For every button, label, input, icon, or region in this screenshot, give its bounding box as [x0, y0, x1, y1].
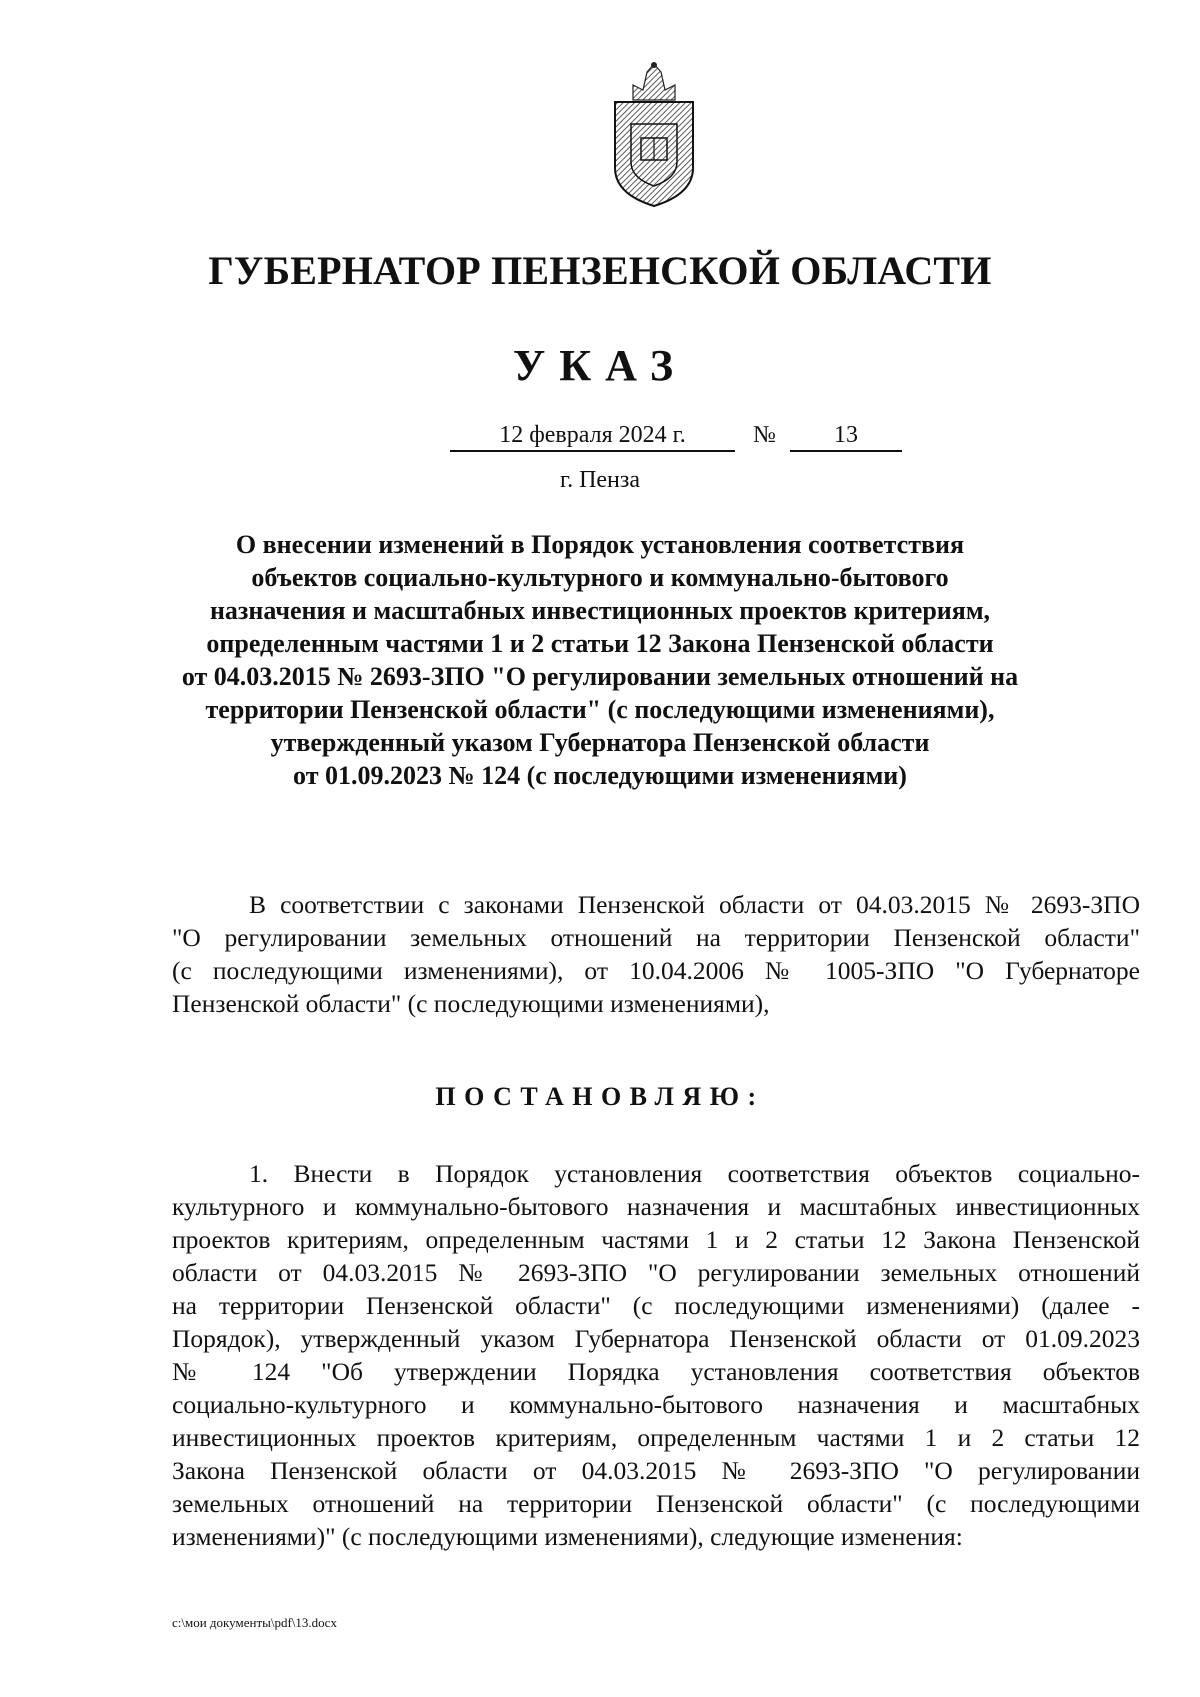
coat-of-arms-emblem: [603, 60, 705, 210]
date-number-line: [450, 420, 902, 454]
item-1-line: инвестиционных проектов критериям, определенным частями 1 и 2 статьи 12: [172, 1423, 1140, 1452]
title-line: объектов социально-культурного и коммунально-бытового: [251, 563, 949, 592]
preamble-line: (с последующими изменениями), от 10.04.2006 № 1005-ЗПО "О Губернаторе: [172, 956, 1140, 985]
item-1-line: 1. Внести в Порядок установления соответствия объектов социально-: [249, 1159, 1140, 1188]
item-1-line: на территории Пензенской области" (с последующими изменениями) (далее -: [172, 1291, 1140, 1320]
footer-file-path: c:\мои документы\pdf\13.docx: [172, 1615, 337, 1630]
item-1-line: социально-культурного и коммунально-бытового назначения и масштабных: [172, 1390, 1140, 1419]
issuing-authority: ГУБЕРНАТОР ПЕНЗЕНСКОЙ ОБЛАСТИ: [208, 248, 992, 293]
city: г. Пенза: [559, 467, 641, 493]
item-1-line: Порядок), утвержденный указом Губернатора Пензенской области от 01.09.2023: [172, 1324, 1140, 1353]
item-1-line: Закона Пензенской области от 04.03.2015 № 2693-ЗПО "О регулировании: [172, 1456, 1140, 1485]
title-line: О внесении изменений в Порядок установления соответствия: [235, 530, 965, 559]
title-line: от 01.09.2023 № 124 (с последующими изменениями): [293, 761, 907, 790]
number-sign: №: [753, 422, 776, 448]
item-1-line: культурного и коммунально-бытового назначения и масштабных инвестиционных: [172, 1192, 1140, 1221]
preamble-line: "О регулировании земельных отношений на территории Пензенской области": [172, 923, 1140, 952]
document-title: [175, 528, 1025, 792]
document-number: 13: [790, 420, 902, 452]
item-1-line: земельных отношений на территории Пензенской области" (с последующими: [172, 1489, 1140, 1518]
item-1-paragraph: [172, 1157, 1140, 1553]
item-1-line: области от 04.03.2015 № 2693-ЗПО "О регулировании земельных отношений: [172, 1258, 1140, 1287]
document-date: 12 февраля 2024 г.: [450, 420, 735, 452]
decree-word: ПОСТАНОВЛЯЮ:: [435, 1082, 765, 1111]
preamble-paragraph: [172, 888, 1140, 1020]
document-type: УКАЗ: [512, 341, 688, 390]
title-line: назначения и масштабных инвестиционных проектов критериям,: [209, 596, 991, 625]
item-1-line: № 124 "Об утверждении Порядка установления соответствия объектов: [172, 1357, 1140, 1386]
title-line: утвержденный указом Губернатора Пензенской области: [270, 728, 930, 757]
title-line: от 04.03.2015 № 2693-ЗПО "О регулировании земельных отношений на: [181, 662, 1019, 691]
preamble-line: В соответствии с законами Пензенской области от 04.03.2015 № 2693-ЗПО: [249, 890, 1140, 919]
title-line: территории Пензенской области" (с последующими изменениями),: [205, 695, 995, 724]
preamble-line: Пензенской области" (с последующими изменениями),: [172, 989, 770, 1018]
item-1-line: изменениями)" (с последующими изменениями), следующие изменения:: [172, 1522, 963, 1551]
item-1-line: проектов критериям, определенным частями 1 и 2 статьи 12 Закона Пензенской: [172, 1225, 1140, 1254]
title-line: определенным частями 1 и 2 статьи 12 Закона Пензенской области: [206, 629, 994, 658]
